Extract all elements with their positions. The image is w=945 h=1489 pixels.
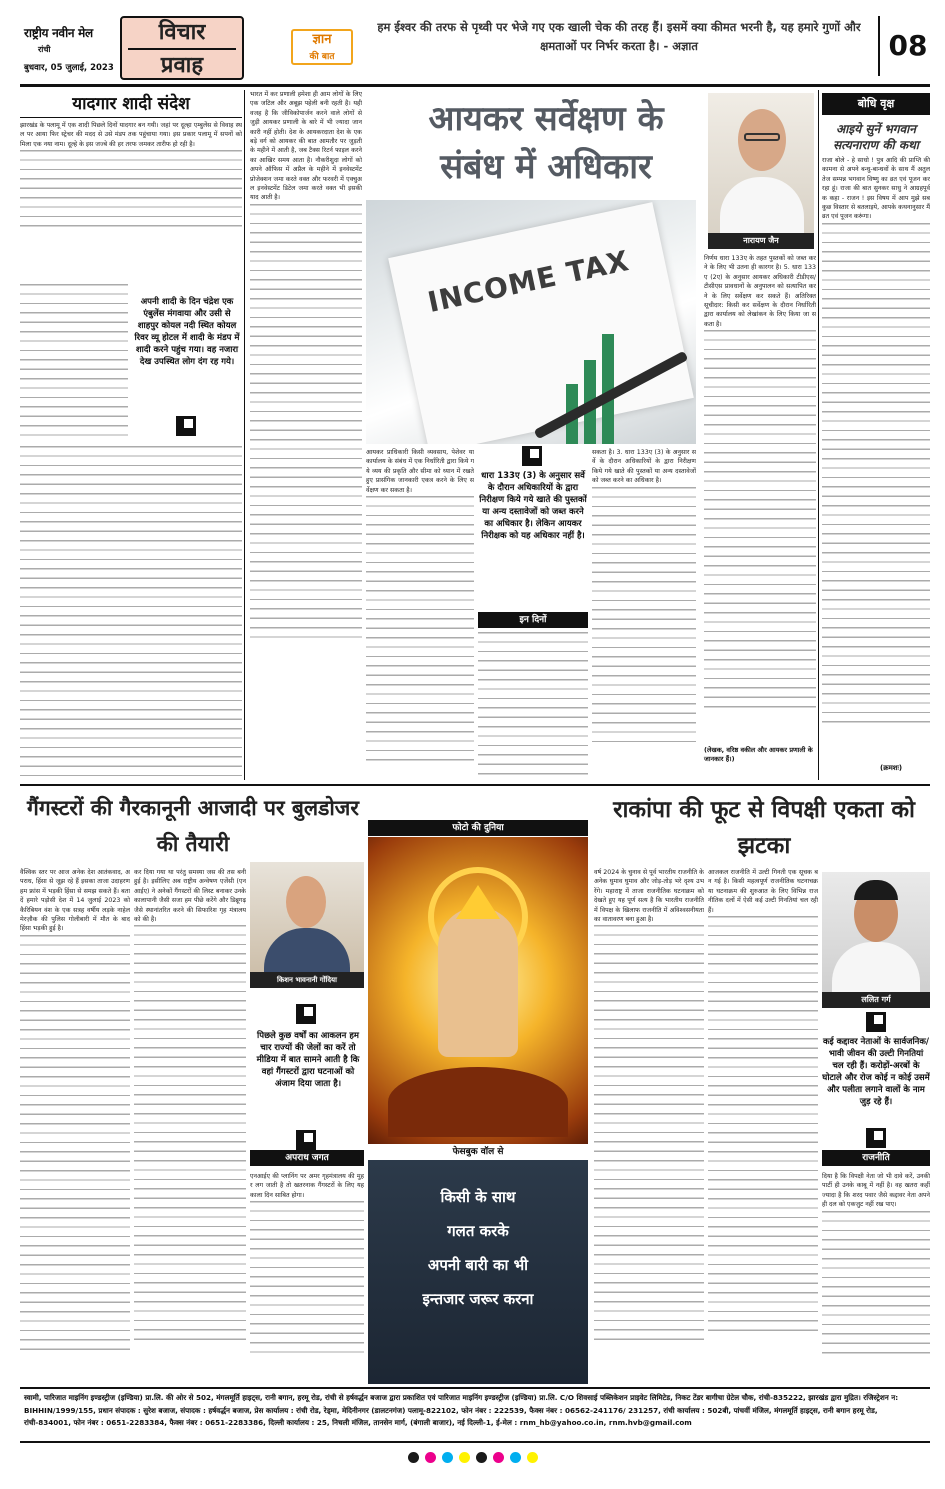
rakapa-lines-2 — [708, 916, 818, 1336]
lalit-body-shape — [832, 942, 920, 992]
gang-lines-2 — [134, 925, 246, 1345]
gyan-line2: की बात — [309, 52, 335, 62]
gyan-ki-baat-badge — [291, 29, 353, 65]
author-photo-lalit — [822, 872, 930, 992]
qr-code-icon — [866, 1012, 886, 1032]
gang-headline: गैंगस्टरों की गैरकानूनी आजादी पर बुलडोजर की तैयारी — [27, 796, 359, 856]
quote-of-day: हम ईश्वर की तरफ से पृथ्वी पर भेजे गए एक खाली चेक की तरह हैं। इसमें क्या कीमत भरनी है, यह हमारे गुणों और क्षमताओं पर निर्भर करता है। - अज्ञात — [377, 20, 861, 53]
page-number: 08 — [878, 16, 936, 76]
author-name-caption: नारायण जैन — [708, 233, 814, 249]
rakapa-text-column-3 — [822, 1172, 930, 1380]
author-photo — [708, 93, 814, 233]
gang-text-column-2 — [134, 868, 246, 1380]
author-text-lines — [704, 330, 816, 710]
in-dinon-label: इन दिनों — [478, 612, 588, 628]
gang-text-column-1 — [20, 868, 130, 1380]
shaadi-body-column-2 — [20, 446, 242, 776]
aykar-lines-b — [592, 487, 696, 747]
author-credit: (लेखक, वरिष्ठ वकील और आयकर प्रणाली के जानकार हैं।) — [704, 746, 813, 763]
registration-dot — [493, 1452, 504, 1463]
shaadi-lead-text — [20, 121, 242, 281]
registration-dot — [408, 1452, 419, 1463]
registration-dot — [510, 1452, 521, 1463]
income-tax-photo-label: INCOME TAX — [424, 244, 633, 319]
facebook-quote-card — [368, 1160, 588, 1384]
gang-pullquote: पिछले कुछ वर्षों का आकलन हम चार राज्यों की जेलों का करें तो मीडिया में बात सामने आती है कि वहां गैंगस्टरों द्वारा घटनाओं को अंजाम दिया जाता है। — [256, 1031, 360, 1089]
fb-line-2: गलत करके — [447, 1222, 509, 1240]
rakapa-text-column-2 — [708, 868, 818, 1380]
bodh-text — [822, 156, 930, 756]
author-text-column — [704, 254, 816, 744]
rakapa-author-caption: ललित गर्ग — [822, 992, 930, 1008]
gang-paragraph-3: एनआईए की प्लानिंग पर अमर गृहमंत्रालय की मुहर लग जाती है तो खतरनाक गैंगस्टरों के लिए यह काला दिन साबित होगा। — [250, 1173, 364, 1199]
gang-paragraph: वैश्विक स्तर पर आज अनेक देश आतंकवाद, अपराध, हिंसा से जूझ रहे हैं इसका ताजा उदाहरण हम फ्रांस में भड़की हिंसा से समझ सकते हैं। बता दें हमारे पड़ोसी देश में 14 जुलाई 2023 को कैरिबियन वंश के एक सत्रह वर्षीय लड़के नाहेल मेरज़ौक की पुलिस गोलीबारी में मौत के बाद हिंसा भड़की हुई है। — [20, 869, 130, 933]
rakapa-paragraph: वर्ष 2024 के चुनाव से पूर्व भारतीय राजनीति के अनेक घुमाव घुमाव और जोड़-तोड़ भरे दृश्य उभरेंगे। महाराष्ट्र में ताजा राजनीतिक घटनाक्रम को देखते हुए यह पूर्ण सत्य है कि भारतीय राजनीति में विपक्ष के खिलाफ राजनीति में अविश्वसनीयता का वातावरण बना हुआ है। — [594, 869, 704, 924]
aykar-lines-a — [366, 496, 474, 766]
column-divider — [244, 90, 245, 780]
shaadi-pullquote: अपनी शादी के दिन चंद्रेश एक एंबुलेंस मंगवाया और उसी से शाहपुर कोयल नदी स्थित कोयल रिवर व्यू होटल में शादी के मंडप में शादी करने पहुंच गया। वह नजारा देख उपस्थित लोग दंग रह गये। — [134, 297, 240, 367]
aykar-text-column-3 — [592, 448, 696, 778]
rakapa-lines-3 — [822, 1211, 930, 1361]
column-divider — [818, 90, 819, 780]
author-glasses-shape — [744, 133, 780, 141]
rakapa-pullquote: कई कद्दावर नेताओं के सार्वजनिक/ भावी जीवन की उल्टी गिनतियां चल रही हैं। करोड़ों-अरबों के घोटाले और रोज कोई न कोई उसमें और पलीता लगाने वालों के नाम जुड़ रहे हैं। — [822, 1037, 930, 1107]
shaadi-headline: यादगार शादी संदेश — [20, 90, 242, 118]
aykar-headline: आयकर सर्वेक्षण के संबंध में अधिकार — [428, 99, 664, 187]
kishan-face-shape — [286, 876, 326, 928]
registration-dot — [527, 1452, 538, 1463]
lalit-hair-shape — [854, 880, 898, 900]
qr-code-icon — [176, 416, 196, 436]
gang-author-caption: किशन भावनानी गोंदिया — [250, 972, 364, 988]
fb-line-1: किसी के साथ — [440, 1188, 516, 1206]
registration-dots — [0, 1452, 945, 1472]
section-title-line1: विचार — [158, 20, 206, 45]
fb-line-3: अपनी बारी का भी — [427, 1256, 529, 1274]
author-body-shape — [720, 177, 804, 233]
registration-dot — [476, 1452, 487, 1463]
kishan-body-shape — [264, 928, 350, 972]
gang-lines-3 — [250, 1201, 364, 1361]
section-title-box — [120, 16, 244, 80]
issue-date: बुधवार, 05 जुलाई, 2023 — [24, 63, 114, 73]
qr-code-icon — [866, 1128, 886, 1148]
fb-line-4: इन्तजार जरूर करना — [422, 1290, 534, 1308]
aykar-text-column-2 — [478, 632, 588, 778]
shaadi-lead-paragraph: झारखंड के पलामू में एक शादी पिछले दिनों यादगार बन गयी। जहां पर दूल्हा एम्बुलेंस से विवाह स्थल पर आया फिर स्ट्रेचर की मदद से उसे मंडप तक पहुंचाया गया। इस प्रकार पलामू में सपनों को मिला एक नया नाम। दूल्हे के इस जज्बे की हर तरफ जमकर तारीफ हो रही है। — [20, 122, 242, 148]
city-label: रांची — [38, 45, 51, 54]
gang-paragraph-2: कर दिया गया था परंतु समस्या जस की तस बनी हुई है। इसीलिए अब राष्ट्रीय अन्वेषण एजेंसी (एनआईए) ने अनेकों गैंगस्टरों की लिस्ट बनाकर उनके कालापानी जैसी सजा हम पीछे करेंगे और डिब्रूगढ़ जैसे स्थानांतरित करने की सिफारिश गृह मंत्रालय को की है। — [134, 869, 246, 924]
income-tax-photo — [366, 200, 696, 444]
section-title-line2: प्रवाह — [160, 53, 204, 78]
rakapa-headline: राकांपा की फूट से विपक्षी एकता को झटका — [613, 797, 915, 859]
registration-dot — [425, 1452, 436, 1463]
aykar-paragraph-b: सकता है। 3. धारा 133ए (3) के अनुसार सर्वे के दौरान अधिकारियों के द्वारा निरीक्षण किये गये खाते की पुस्तकों या अन्य दस्तावेजों को जब्त करने का अधिकार है। — [592, 449, 696, 485]
aykar-pullquote: धारा 133ए (3) के अनुसार सर्वे के दौरान अधिकारियों के द्वारा निरीक्षण किये गये खाते की पुस्तकों या अन्य दस्तावेजों को जब्त करने का अधिकार है। लेकिन आयकर निरीक्षक को यह अधिकार नहीं है। — [479, 471, 587, 541]
gang-lines-1 — [20, 935, 130, 1355]
facebook-quote-text — [368, 1180, 588, 1316]
kuber-photo — [368, 837, 588, 1157]
bodh-text-lines — [822, 223, 930, 723]
author-photo-kishan — [250, 862, 364, 972]
tax-column-b-lines — [250, 204, 362, 644]
newspaper-logo: राष्ट्रीय नवीन मेल — [24, 26, 93, 40]
bodh-paragraph: राजा बोले - हे साधो ! पुत्र आदि की प्राप्ति की कामना से अपने बन्धु-बान्धवों के साथ मैं अतुल तेज सम्पन्न भगवान विष्णु का व्रत एवं पूजन कर रहा हूं। राजा की बात सुनकर साधु ने आग्रहपूर्वक कहा - राजन ! इस विषय में आप मुझे सब कुछ विस्तार से बतलाइये, आपके कथनानुसार मैं व्रत एवं पूजन करूंगा। — [822, 157, 930, 221]
gyan-line1: ज्ञान — [312, 32, 332, 47]
tax-article-column-b — [250, 90, 362, 780]
pedestal-shape — [388, 1067, 568, 1137]
qr-code-icon — [296, 1130, 316, 1150]
qr-code-icon — [522, 446, 542, 466]
masthead-rule — [20, 84, 930, 87]
bodh-vriksh-label: बोधि वृक्ष — [822, 93, 930, 115]
bodh-continued: (क्रमशः) — [880, 764, 903, 772]
rakapa-paragraph-2: आजकल राजनीति में उल्टी गिनती एक सूचक बन गई है। किसी महत्वपूर्ण राजनीतिक घटनाचक्र या घटनाक्रम की शुरुआत के लिए विभिन्न राजनीतिक दलों में ऐसी कई उल्टी गिनतियां चल रही हैं। — [708, 869, 818, 914]
bodh-title: आइये सुनें भगवान सत्यनाराण की कथा — [833, 122, 919, 152]
apradh-jagat-label: अपराध जगत — [250, 1150, 364, 1166]
photo-ki-duniya-label: फोटो की दुनिया — [368, 820, 588, 836]
section-rule — [20, 784, 930, 786]
rakapa-lines-1 — [594, 925, 704, 1345]
rakapa-paragraph-3: दिया है कि विपक्षी नेता जो भी दावे करें, उनकी पार्टी ही उनके काबू में नहीं है। वह खतरा कहीं ज्यादा है कि शरद पवार जैसे कद्दावर नेता अपने ही दल को एकजुट नहीं रख पाए। — [822, 1173, 930, 1209]
registration-dot — [442, 1452, 453, 1463]
tax-column-b-paragraph: भारत में कर प्रणाली हमेशा ही आम लोगों के लिए एक जटिल और अबूझ पहेली बनी रहती है। यही वजह है कि जीविकोपार्जन करने वाले लोगों से जुड़ी आयकर प्रणाली के बारे में भी ज्यादा जानकारी नहीं होती। देश के आयकरदाता देश के एक बड़े वर्ग को आयकर की बात आमतौर पर जुड़ती के महीने में आती है, जब टैक्स रिटर्न फाइल करने का आखिर समय आता है। नौकरीशुदा लोगों को अपने ऑफिस में अप्रैल के महीने में इनवेस्टमेंट प्रोजेक्शन जमा करते वक्त और फरवरी में एक्चुअल इनवेस्टमेंट डिटेल जमा करते वक्त भी इसकी याद आती है। — [250, 91, 362, 202]
rakapa-text-column-1 — [594, 868, 704, 1380]
gang-text-column-3 — [250, 1172, 364, 1380]
aykar-text-column-1 — [366, 448, 474, 778]
aykar-paragraph-a: आयकर प्राधिकारी किसी व्यवसाय, पेशेवर या कार्यालय के संबंध में एक निर्धारिती द्वारा किये गये व्यय की प्रकृति और सीमा को ध्यान में रखते हुए प्रासंगिक जानकारी एकत्र करने के लिए सर्वेक्षण कर सकता है। — [366, 449, 474, 494]
section-title-rule — [128, 48, 236, 50]
rajneeti-label: राजनीति — [822, 1150, 930, 1166]
registration-dot — [459, 1452, 470, 1463]
shaadi-body-column-1 — [20, 284, 128, 444]
author-paragraph: निर्णय धारा 133ए के तहत पुस्तकों को जब्त करने के लिए भी उतना ही कारगर है। 5. धारा 133ए (2ए) के अनुसार आयकर अधिकारी टीडीएस/टीसीएस प्रावधानों के अनुपालन को सत्यापित करने के लिए सर्वेक्षण कर सकते हैं। अतिरिक्त सूचीदार: किसी कर सर्वेक्षण के दौरान निर्धारिती द्वारा कार्यालय को लेखांकन के लिए किया जा सकता है। — [704, 255, 816, 328]
qr-code-icon — [296, 1004, 316, 1024]
shaadi-body-lines — [20, 150, 242, 230]
deity-shape — [438, 907, 518, 1057]
imprint-footer: स्वामी, पारिजात माइनिंग इण्डस्ट्रीज (इण्डिया) प्रा.लि. की ओर से 502, मंगलमूर्ति हाइट्स, रानी बगान, हरमू रोड, रांची से हर्षवर्द्धन बजाज द्वारा प्रकाशित एवं पारिजात माइनिंग इण्डस्ट्रीज (इण्डिया) प्रा.लि. C/O शिवसाई पब्लिकेशन प्राइवेट लिमिटेड, निकट टेंडर बागीचा ग्रेटेल चौक, रांची-835222, झारखंड द्वारा मुद्रित। रजिस्ट्रेशन न: BIHHIN/1999/155, प्रधान संपादक : सुरेश बजाज, संपादक : हर्षवर्द्धन बजाज, प्रेस कार्यालय : रांची रोड, रेड्मा, मेदिनीनगर (डालटनगंज) पलामू-822102, फोन नंबर : 222539, फैक्स नंबर : 06562-241176/ 231257, रांची कार्यालय : 502बी, पांचवीं मंजिल, मंगलमूर्ति हाइट्स, रानी बगान हरमू रोड, रांची-834001, फोन नंबर : 0651-2283384, फैक्स नंबर : 0651-2283386, दिल्ली कार्यालय : 25, निचली मंजिल, तानसेन मार्ग, (बंगाली बाजार), नई दिल्ली-1, ई-मेल : rnm_hb@yahoo.co.in, rnm.hvb@gmail.com — [20, 1387, 930, 1443]
tax-document-shape — [388, 202, 694, 444]
facebook-wall-label: फेसबुक वॉल से — [368, 1144, 588, 1160]
